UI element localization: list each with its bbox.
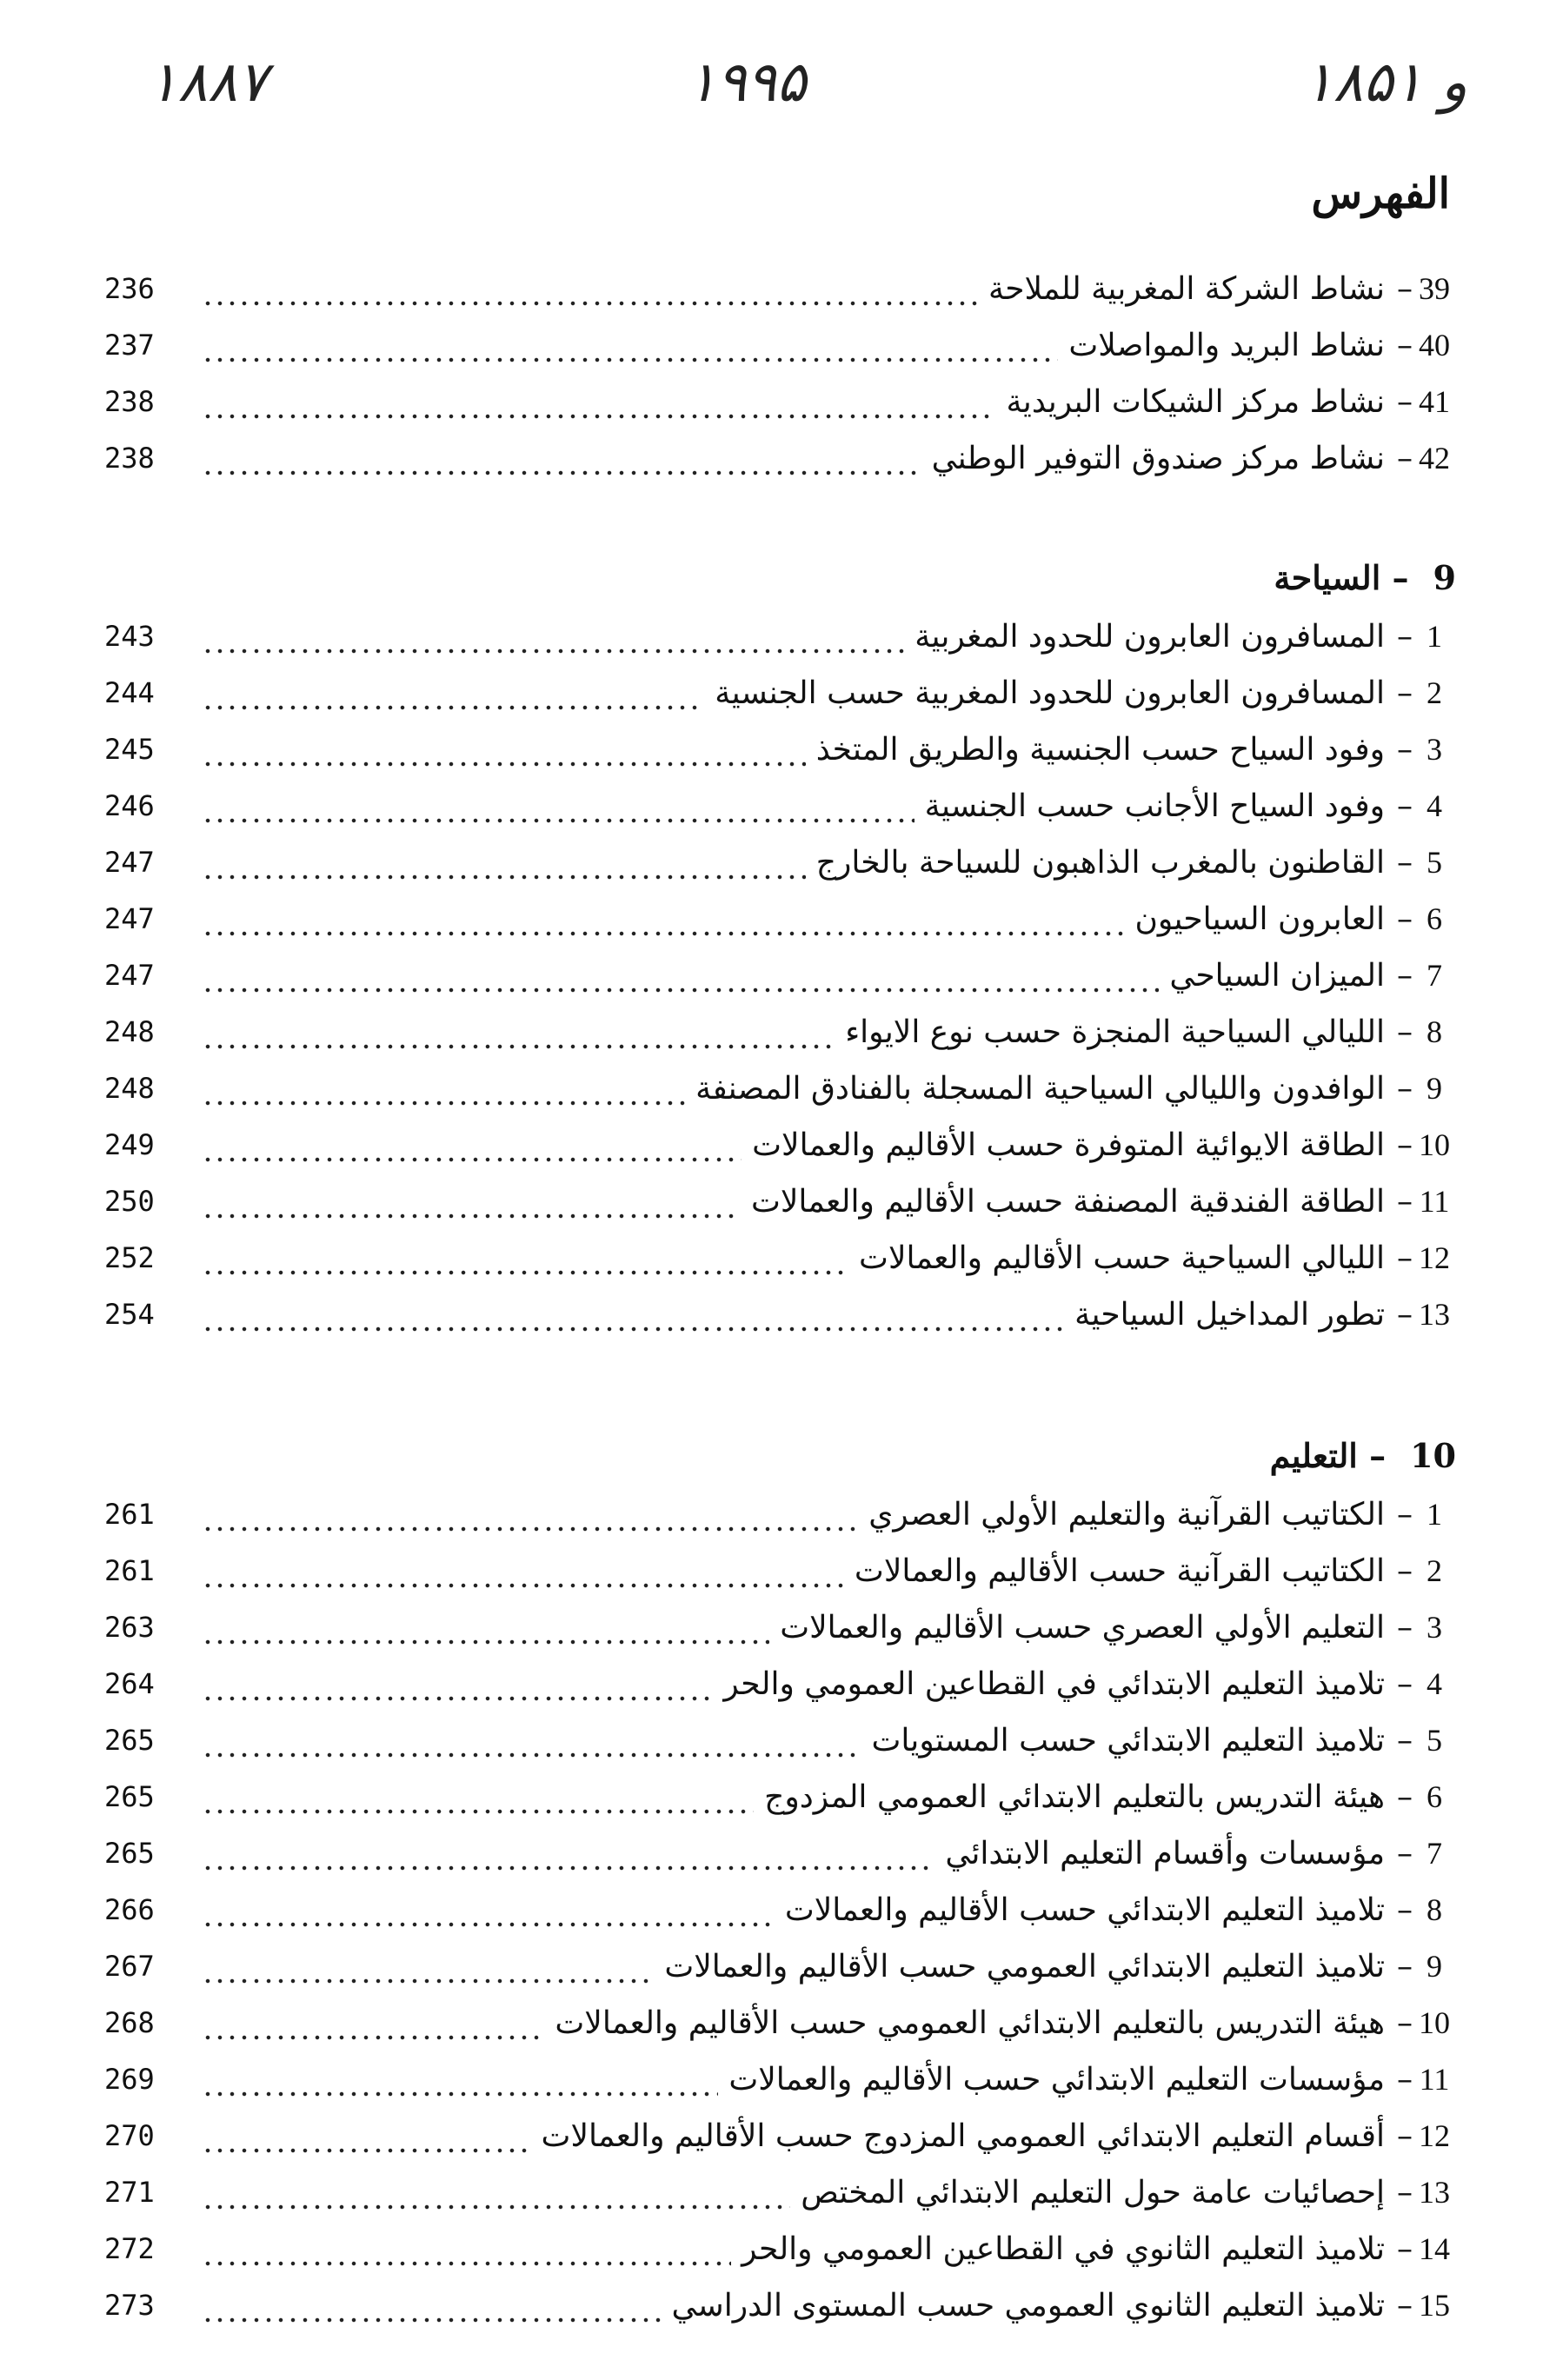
dot-leader	[202, 665, 704, 721]
section-dash: –	[1380, 558, 1409, 597]
entry-number: 4	[1427, 1666, 1442, 1701]
entry-dash: –	[1397, 271, 1413, 307]
entry-number: 12	[1419, 1240, 1450, 1275]
toc-entry	[104, 1543, 1456, 1599]
entry-dash: –	[1397, 845, 1413, 881]
entry-number: 7	[1427, 958, 1442, 993]
entry-title: الكتاتيب القرآنية حسب الأقاليم والعمالات	[854, 1553, 1385, 1589]
entry-number: 7	[1427, 1836, 1442, 1871]
entry-dash: –	[1397, 2005, 1413, 2041]
dot-leader	[202, 2051, 718, 2108]
entry-title: وفود السياح الأجانب حسب الجنسية	[924, 788, 1385, 824]
dot-leader	[202, 2108, 531, 2164]
entry-title: الميزان السياحي	[1169, 958, 1385, 994]
entry-dash: –	[1397, 732, 1413, 768]
entry-title: العابرون السياحيون	[1134, 901, 1385, 937]
entry-title: التعليم الأولي العصري حسب الأقاليم والعمالات	[780, 1610, 1385, 1645]
entry-page-number: 248	[104, 1072, 155, 1105]
entry-page-number: 265	[104, 1724, 155, 1757]
dot-leader	[202, 1995, 544, 2051]
entry-title: تلاميذ التعليم الثانوي العمومي حسب المستوى الدراسي	[671, 2288, 1385, 2323]
entry-number: 14	[1419, 2231, 1450, 2266]
entry-page-number: 250	[104, 1185, 155, 1218]
entry-dash: –	[1397, 1610, 1413, 1645]
entry-page-number: 271	[104, 2176, 155, 2209]
entry-page-number: 252	[104, 1241, 155, 1274]
dot-leader	[202, 2164, 790, 2221]
entry-title: الطاقة الفندقية المصنفة حسب الأقاليم والعمالات	[750, 1184, 1385, 1220]
dot-leader	[202, 778, 915, 834]
entry-page-number: 267	[104, 1950, 155, 1983]
toc-entry	[104, 1486, 1456, 1543]
dot-leader	[202, 2221, 731, 2277]
dot-leader	[202, 430, 921, 487]
toc-entry	[104, 947, 1456, 1004]
entry-dash: –	[1397, 1127, 1413, 1163]
toc-entry	[104, 1995, 1456, 2051]
entry-page-number: 249	[104, 1128, 155, 1161]
entry-page-number: 243	[104, 620, 155, 653]
entry-dash: –	[1397, 788, 1413, 824]
toc-entry	[104, 261, 1456, 317]
entry-number: 39	[1419, 271, 1450, 306]
entry-number: 42	[1419, 441, 1450, 475]
toc-entry	[104, 1286, 1456, 1343]
toc-section	[104, 1426, 1456, 2334]
entry-title: هيئة التدريس بالتعليم الابتدائي العمومي حسب الأقاليم والعمالات	[555, 2005, 1385, 2041]
entry-title: المسافرون العابرون للحدود المغربية	[915, 619, 1385, 655]
dot-leader	[202, 1230, 848, 1286]
entry-dash: –	[1397, 2175, 1413, 2210]
entry-number: 6	[1427, 1779, 1442, 1814]
entry-title: أقسام التعليم الابتدائي العمومي المزدوج حسب الأقاليم والعمالات	[541, 2118, 1385, 2154]
dot-leader	[202, 1286, 1064, 1343]
toc-entry	[104, 2164, 1456, 2221]
dot-leader	[202, 1117, 742, 1173]
handwritten-note-left: ۱۸۸۷	[148, 50, 268, 115]
entry-number: 6	[1427, 901, 1442, 936]
entry-page-number: 244	[104, 676, 155, 709]
entry-title: نشاط مركز صندوق التوفير الوطني	[931, 441, 1385, 476]
entry-title: وفود السياح حسب الجنسية والطريق المتخذ	[815, 732, 1385, 768]
entry-page-number: 236	[104, 272, 155, 305]
handwritten-note-center: ۱۹۹۵	[687, 50, 807, 115]
toc-entry	[104, 834, 1456, 891]
entry-number: 8	[1427, 1892, 1442, 1927]
entry-dash: –	[1397, 958, 1413, 994]
entry-title: نشاط مركز الشيكات البريدية	[1006, 384, 1385, 420]
dot-leader	[202, 374, 996, 430]
entry-title: تطور المداخيل السياحية	[1074, 1297, 1385, 1333]
toc-entry	[104, 1825, 1456, 1882]
entry-page-number: 269	[104, 2063, 155, 2096]
toc-entry	[104, 317, 1456, 374]
entry-dash: –	[1397, 2288, 1413, 2323]
entry-page-number: 247	[104, 846, 155, 879]
dot-leader	[202, 1543, 844, 1599]
entry-number: 10	[1419, 1127, 1450, 1162]
entry-number: 11	[1419, 2062, 1450, 2097]
section-heading	[104, 548, 1456, 608]
dot-leader	[202, 1004, 835, 1060]
entry-number: 2	[1427, 675, 1442, 710]
entry-dash: –	[1397, 1071, 1413, 1107]
entry-dash: –	[1397, 2118, 1413, 2154]
toc-entry	[104, 1599, 1456, 1656]
entry-dash: –	[1397, 1497, 1413, 1532]
entry-page-number: 264	[104, 1667, 155, 1700]
entry-dash: –	[1397, 1666, 1413, 1702]
toc-entry	[104, 1117, 1456, 1173]
dot-leader	[202, 1882, 775, 1938]
entry-dash: –	[1397, 1836, 1413, 1871]
section-heading	[104, 1426, 1456, 1486]
entry-title: الطاقة الايوائية المتوفرة حسب الأقاليم والعمالات	[752, 1127, 1385, 1163]
entry-page-number: 263	[104, 1611, 155, 1644]
entry-page-number: 247	[104, 902, 155, 935]
dot-leader	[202, 2277, 662, 2334]
entry-title: الليالي السياحية المنجزة حسب نوع الايواء	[845, 1014, 1385, 1050]
entry-title: نشاط الشركة المغربية للملاحة	[988, 271, 1385, 307]
toc-entry	[104, 665, 1456, 721]
toc-entry	[104, 1230, 1456, 1286]
dot-leader	[202, 1938, 654, 1995]
entry-title: مؤسسات وأقسام التعليم الابتدائي	[945, 1836, 1385, 1871]
toc-entry	[104, 1173, 1456, 1230]
section-title: التعليم	[1269, 1436, 1358, 1475]
entry-page-number: 270	[104, 2119, 155, 2152]
entry-page-number: 238	[104, 442, 155, 475]
entry-number: 40	[1419, 328, 1450, 362]
entry-number: 41	[1419, 384, 1450, 419]
entry-number: 9	[1427, 1949, 1442, 1984]
toc-entry	[104, 1712, 1456, 1769]
entry-dash: –	[1397, 384, 1413, 420]
entry-title: تلاميذ التعليم الابتدائي في القطاعين العمومي والحر	[723, 1666, 1385, 1702]
toc-entry	[104, 2277, 1456, 2334]
entry-title: هيئة التدريس بالتعليم الابتدائي العمومي المزدوج	[764, 1779, 1385, 1815]
toc-entry	[104, 1004, 1456, 1060]
dot-leader	[202, 1060, 685, 1117]
entry-page-number: 247	[104, 959, 155, 992]
dot-leader	[202, 1173, 741, 1230]
toc-entry	[104, 374, 1456, 430]
toc-entry	[104, 1656, 1456, 1712]
toc-section	[104, 548, 1456, 1343]
toc-entry	[104, 2221, 1456, 2277]
entry-dash: –	[1397, 901, 1413, 937]
entry-page-number: 261	[104, 1498, 155, 1531]
entry-dash: –	[1397, 1184, 1413, 1220]
entry-page-number: 238	[104, 385, 155, 418]
toc-entry	[104, 1769, 1456, 1825]
dot-leader	[202, 261, 978, 317]
entry-page-number: 254	[104, 1298, 155, 1331]
toc-entry	[104, 430, 1456, 487]
entry-dash: –	[1397, 619, 1413, 655]
entry-title: تلاميذ التعليم الابتدائي حسب المستويات	[871, 1723, 1385, 1758]
entry-number: 4	[1427, 788, 1442, 823]
entry-page-number: 272	[104, 2232, 155, 2265]
dot-leader	[202, 1656, 713, 1712]
page-title: الفهرس	[1311, 170, 1450, 218]
entry-number: 1	[1427, 1497, 1442, 1532]
toc-entry	[104, 608, 1456, 665]
entry-number: 1	[1427, 619, 1442, 654]
entry-title: القاطنون بالمغرب الذاهبون للسياحة بالخارج	[815, 845, 1385, 881]
entry-title: تلاميذ التعليم الابتدائي العمومي حسب الأقاليم والعمالات	[664, 1949, 1385, 1984]
entry-page-number: 237	[104, 329, 155, 362]
section-title: السياحة	[1274, 558, 1381, 597]
dot-leader	[202, 834, 806, 891]
entry-title: تلاميذ التعليم الثانوي في القطاعين العمومي والحر	[742, 2231, 1385, 2267]
dot-leader	[202, 1712, 861, 1769]
dot-leader	[202, 1486, 858, 1543]
toc-entry	[104, 2051, 1456, 2108]
entry-number: 10	[1419, 2005, 1450, 2040]
entry-title: تلاميذ التعليم الابتدائي حسب الأقاليم والعمالات	[784, 1892, 1385, 1928]
entry-title: نشاط البريد والمواصلات	[1068, 328, 1385, 363]
entry-number: 12	[1419, 2118, 1450, 2153]
handwritten-note-right: ۱۸۵۱ و	[1303, 50, 1467, 115]
toc-section	[104, 261, 1456, 487]
dot-leader	[202, 721, 806, 778]
entry-page-number: 246	[104, 789, 155, 822]
section-dash: –	[1357, 1436, 1387, 1475]
entry-page-number: 268	[104, 2006, 155, 2039]
entry-dash: –	[1397, 1779, 1413, 1815]
entry-page-number: 265	[104, 1780, 155, 1813]
entry-title: المسافرون العابرون للحدود المغربية حسب الجنسية	[715, 675, 1385, 711]
entry-number: 11	[1419, 1184, 1450, 1219]
entry-dash: –	[1397, 441, 1413, 476]
section-number: 10	[1410, 1436, 1456, 1475]
entry-page-number: 265	[104, 1837, 155, 1870]
entry-page-number: 245	[104, 733, 155, 766]
entry-number: 13	[1419, 2175, 1450, 2210]
entry-page-number: 266	[104, 1893, 155, 1926]
toc-entry	[104, 1060, 1456, 1117]
dot-leader	[202, 608, 904, 665]
entry-dash: –	[1397, 2062, 1413, 2097]
entry-title: الوافدون والليالي السياحية المسجلة بالفنادق المصنفة	[695, 1071, 1385, 1107]
entry-number: 5	[1427, 1723, 1442, 1758]
entry-title: الكتاتيب القرآنية والتعليم الأولي العصري	[868, 1497, 1385, 1532]
entry-page-number: 248	[104, 1015, 155, 1048]
entry-dash: –	[1397, 1723, 1413, 1758]
entry-dash: –	[1397, 1892, 1413, 1928]
dot-leader	[202, 1825, 934, 1882]
dot-leader	[202, 891, 1124, 947]
entry-dash: –	[1397, 1014, 1413, 1050]
dot-leader	[202, 317, 1058, 374]
dot-leader	[202, 947, 1159, 1004]
entry-dash: –	[1397, 2231, 1413, 2267]
entry-title: مؤسسات التعليم الابتدائي حسب الأقاليم والعمالات	[728, 2062, 1385, 2097]
entry-number: 3	[1427, 1610, 1442, 1645]
entry-number: 9	[1427, 1071, 1442, 1106]
toc-entry	[104, 721, 1456, 778]
entry-title: الليالي السياحية حسب الأقاليم والعمالات	[859, 1240, 1385, 1276]
toc-entry	[104, 1882, 1456, 1938]
toc-entry	[104, 891, 1456, 947]
entry-number: 13	[1419, 1297, 1450, 1332]
toc-entry	[104, 2108, 1456, 2164]
dot-leader	[202, 1599, 769, 1656]
toc-entry	[104, 778, 1456, 834]
entry-dash: –	[1397, 675, 1413, 711]
section-number: 9	[1433, 558, 1456, 597]
entry-dash: –	[1397, 1553, 1413, 1589]
entry-number: 3	[1427, 732, 1442, 767]
entry-number: 15	[1419, 2288, 1450, 2323]
toc-entry	[104, 1938, 1456, 1995]
entry-page-number: 261	[104, 1554, 155, 1587]
entry-dash: –	[1397, 328, 1413, 363]
entry-dash: –	[1397, 1297, 1413, 1333]
entry-number: 5	[1427, 845, 1442, 880]
entry-number: 8	[1427, 1014, 1442, 1049]
entry-page-number: 273	[104, 2289, 155, 2322]
entry-number: 2	[1427, 1553, 1442, 1588]
entry-dash: –	[1397, 1949, 1413, 1984]
entry-title: إحصائيات عامة حول التعليم الابتدائي المختص	[801, 2175, 1385, 2210]
dot-leader	[202, 1769, 754, 1825]
entry-dash: –	[1397, 1240, 1413, 1276]
